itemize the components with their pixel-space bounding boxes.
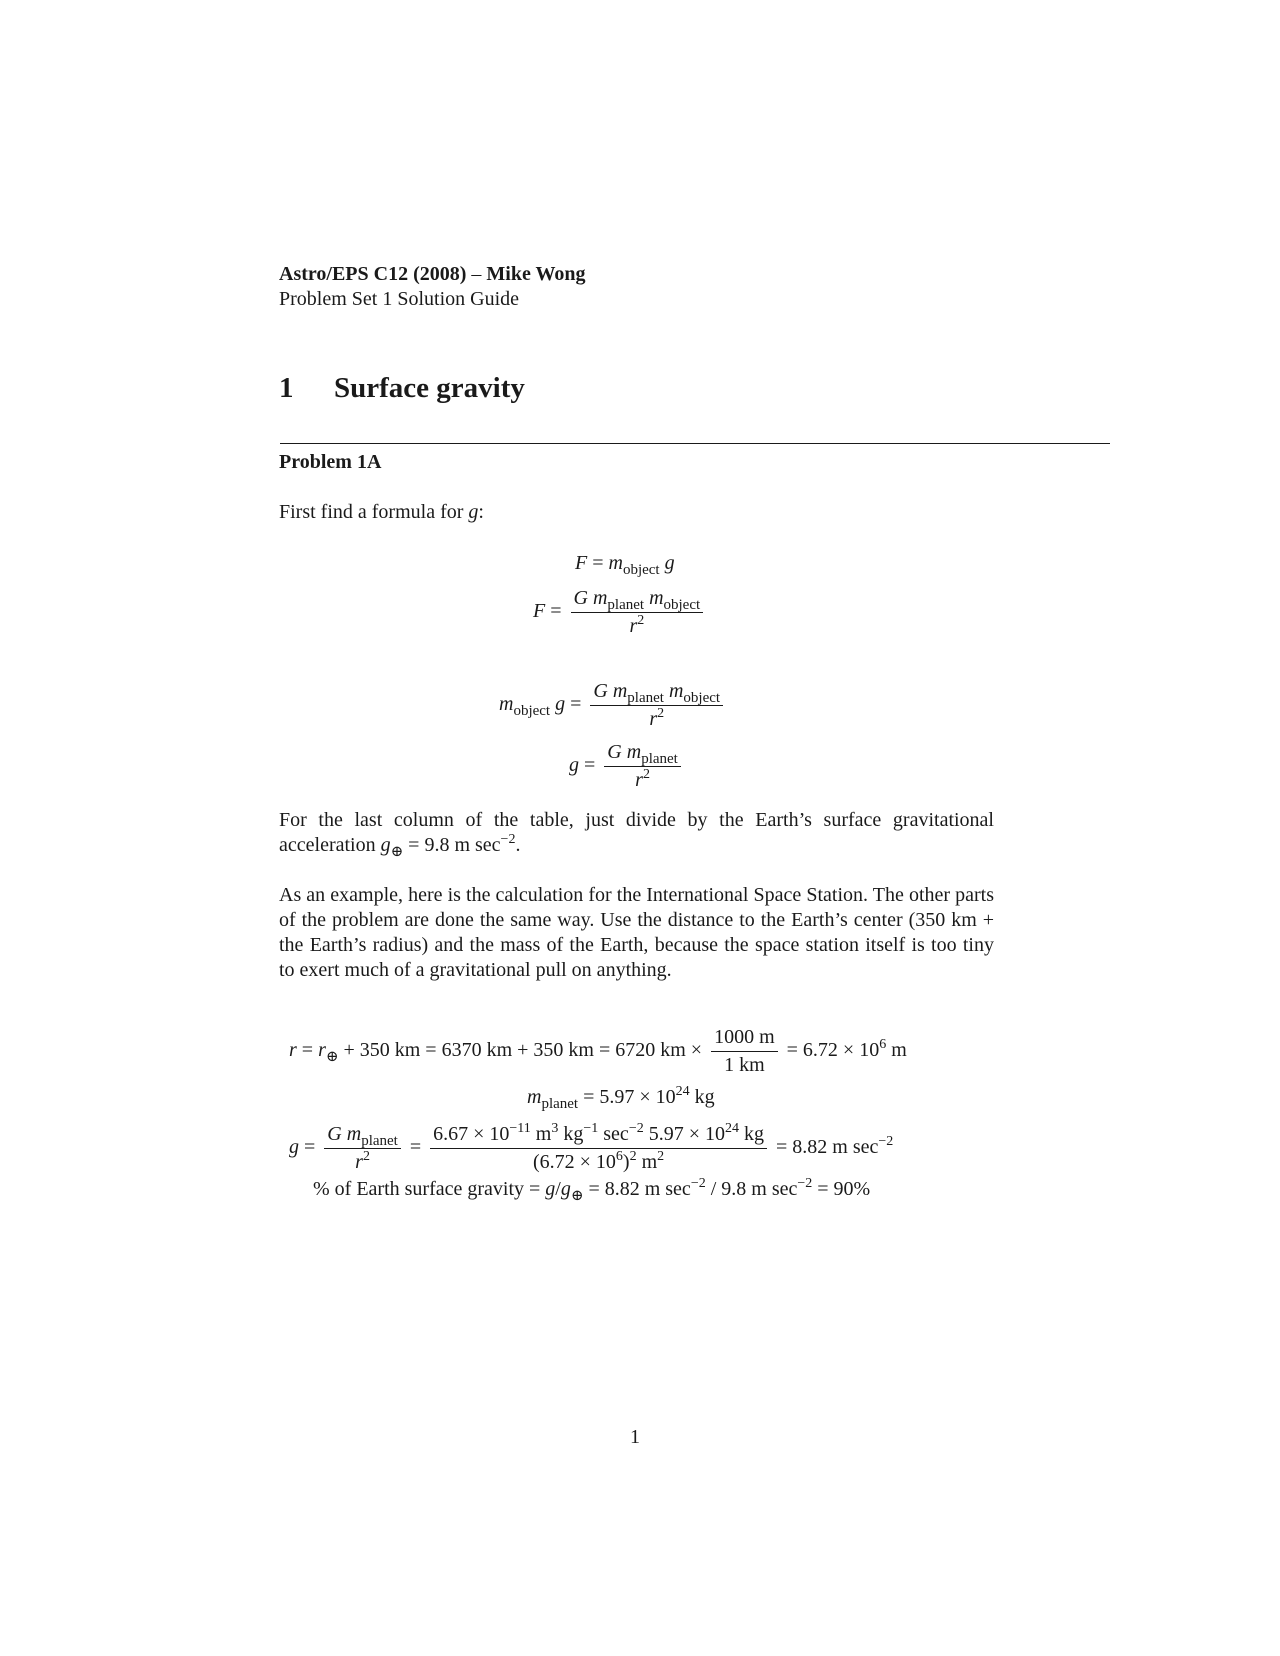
eq-subscript: planet (641, 751, 678, 767)
eq-text: % of Earth surface gravity = (313, 1178, 541, 1200)
eq-text: + 350 km = 6370 km + 350 km = 6720 km × (343, 1039, 703, 1062)
eq-symbol: F (575, 552, 588, 574)
eq-symbol: r (629, 615, 638, 637)
eq-exponent: 2 (657, 706, 665, 721)
eq-symbol: r (289, 1039, 297, 1062)
paragraph-value: = 9.8 m sec (408, 834, 501, 856)
author-name: Mike Wong (486, 263, 586, 285)
eq-subscript: planet (361, 1133, 398, 1149)
eq-exponent: −2 (628, 1121, 644, 1136)
eq-text: 6.67 × 10 (433, 1123, 510, 1145)
eq-symbol: m (649, 587, 664, 609)
eq-text: = 8.82 m sec (776, 1136, 879, 1159)
eq-symbol: m (346, 1123, 362, 1145)
eq-text: 5.97 × 10 (648, 1123, 725, 1145)
eq-symbol: g (289, 1136, 299, 1159)
intro-variable: g (468, 501, 479, 523)
section-title: Surface gravity (334, 372, 525, 404)
equation-radius: $r = r_\oplus + 350$ km = 6370 km + 350 km = 6720 km × $\frac{1000 m}{1 km}$ = $6.72 \times 10^6$ m (289, 1026, 907, 1076)
intro-line (279, 500, 484, 525)
eq-text: = 8.82 m sec (588, 1178, 691, 1200)
eq-symbol: r (635, 769, 643, 791)
eq-symbol: m (608, 552, 623, 574)
eq-exponent: −11 (509, 1121, 531, 1136)
eq-exponent: 6 (879, 1037, 887, 1053)
equation-mass-planet (527, 1085, 715, 1110)
eq-symbol: G (573, 587, 588, 609)
eq-exponent: 3 (551, 1121, 559, 1136)
earth-symbol: ⊕ (570, 1188, 584, 1204)
g-earth-symbol: g (380, 834, 391, 856)
eq-text: 1 km (724, 1054, 765, 1076)
eq-exponent: −2 (878, 1134, 894, 1150)
eq-symbol: r (649, 708, 658, 730)
eq-exponent: −2 (797, 1176, 813, 1191)
eq-exponent: −2 (500, 832, 516, 847)
eq-symbol: g (545, 1178, 556, 1200)
fraction (590, 679, 723, 732)
eq-text: m (535, 1123, 552, 1145)
eq-symbol: g (555, 693, 566, 716)
eq-symbol: G (593, 680, 608, 702)
eq-text: kg (694, 1086, 715, 1108)
eq-text: kg (744, 1123, 764, 1145)
eq-exponent: 2 (637, 613, 645, 628)
fraction (571, 586, 704, 639)
paragraph-example: As an example, here is the calculation for the International Space Station. The other parts of the problem are done the same way. Use the distance to the Earth’s center (350 km + the Earth’s radius) and the mass of the Earth, because the space station itself is too tiny to exert much of a gravitational pull on anything. (279, 884, 994, 981)
intro-text: First find a formula for (279, 501, 469, 523)
equation-force-mg: $F = m_{object}$ g (575, 552, 675, 578)
page-number: 1 (630, 1426, 640, 1448)
eq-subscript: object (622, 562, 660, 578)
eq-text: / 9.8 m sec (710, 1178, 798, 1200)
eq-text: ) (622, 1151, 630, 1173)
section-number: 1 (279, 372, 294, 404)
eq-symbol: m (592, 587, 608, 609)
fraction (604, 740, 681, 793)
eq-exponent: 24 (725, 1121, 739, 1136)
eq-subscript: planet (627, 690, 664, 706)
header-dash: – (471, 263, 482, 285)
eq-exponent: 24 (675, 1084, 690, 1099)
eq-subscript: object (513, 703, 551, 720)
eq-subscript: planet (607, 597, 645, 613)
eq-text: kg (563, 1123, 584, 1145)
earth-symbol: ⊕ (390, 844, 404, 860)
paragraph-last-column (279, 808, 994, 858)
eq-exponent: −1 (583, 1121, 599, 1136)
header-title (279, 262, 586, 287)
equation-newton-gravity: F = $\frac{G m_{planet} m_{object}}{r^2}$ (533, 586, 707, 639)
eq-symbol: m (499, 693, 514, 716)
eq-symbol: g (560, 1178, 571, 1200)
eq-text: = 5.97 × 10 (583, 1086, 676, 1108)
eq-text: sec (603, 1123, 629, 1145)
eq-symbol: g (664, 552, 675, 574)
eq-text: = 90% (817, 1178, 871, 1200)
eq-text: = 6.72 × 10 (786, 1039, 880, 1062)
eq-symbol: r (355, 1151, 363, 1173)
eq-symbol: F (533, 600, 546, 623)
eq-text: (6.72 × 10 (532, 1151, 616, 1173)
eq-text: m (891, 1039, 907, 1062)
eq-text: 1000 m (711, 1025, 778, 1052)
eq-symbol: m (527, 1086, 542, 1108)
eq-exponent: 6 (615, 1149, 623, 1164)
eq-symbol: m (626, 741, 642, 763)
eq-symbol: r (318, 1039, 326, 1062)
eq-symbol: m (668, 680, 684, 702)
section-heading (279, 370, 525, 406)
eq-exponent: 2 (629, 1149, 637, 1164)
paragraph-end: . (515, 834, 521, 856)
equation-equate: $m_{object}$ g = $\frac{G m_{planet} m_{object}}{r^2}$ (499, 679, 727, 732)
fraction (430, 1122, 767, 1175)
eq-symbol: m (612, 680, 628, 702)
intro-colon: : (478, 501, 484, 523)
earth-symbol: ⊕ (325, 1049, 339, 1066)
eq-exponent: 2 (642, 767, 650, 782)
eq-subscript: object (663, 597, 701, 613)
header-subtitle: Problem Set 1 Solution Guide (279, 288, 519, 310)
course-name: Astro/EPS C12 (2008) (279, 263, 467, 285)
eq-exponent: 2 (657, 1149, 665, 1164)
equation-g-result: g = $\frac{G m_{planet}}{r^2}$ = $6.67 \times 10^{-11}$ $m^3$ $kg^{-1}$ $\sec^{-2} 5.97 \times 10^{24}$ kg $(6.72 \times 10^6)^2$ $m^2$ = 8.82 m $\sec^{-2}$ (289, 1121, 894, 1173)
fraction (711, 1025, 778, 1078)
eq-subscript: object (683, 690, 721, 706)
eq-text: m (641, 1151, 658, 1173)
eq-symbol: G (607, 741, 622, 763)
eq-symbol: g (569, 754, 579, 777)
eq-exponent: 2 (362, 1149, 370, 1164)
eq-exponent: −2 (690, 1176, 706, 1191)
problem-rule (280, 443, 1110, 444)
problem-label: Problem 1A (279, 451, 382, 473)
equation-percent-gravity: % of Earth surface gravity = $g/g_\oplus = 8.82$ m $\sec^{-2} / 9.8$ m $\sec^{-2} = 90\%$ (313, 1176, 871, 1204)
eq-subscript: planet (541, 1096, 579, 1112)
equation-g: g = $\frac{G m_{planet}}{r^2}$ (569, 740, 685, 793)
eq-symbol: G (327, 1123, 342, 1145)
fraction (324, 1122, 401, 1175)
paragraph-text: For the last column of the table, just divide by the Earth’s surface gravitational acceleration (279, 809, 994, 856)
